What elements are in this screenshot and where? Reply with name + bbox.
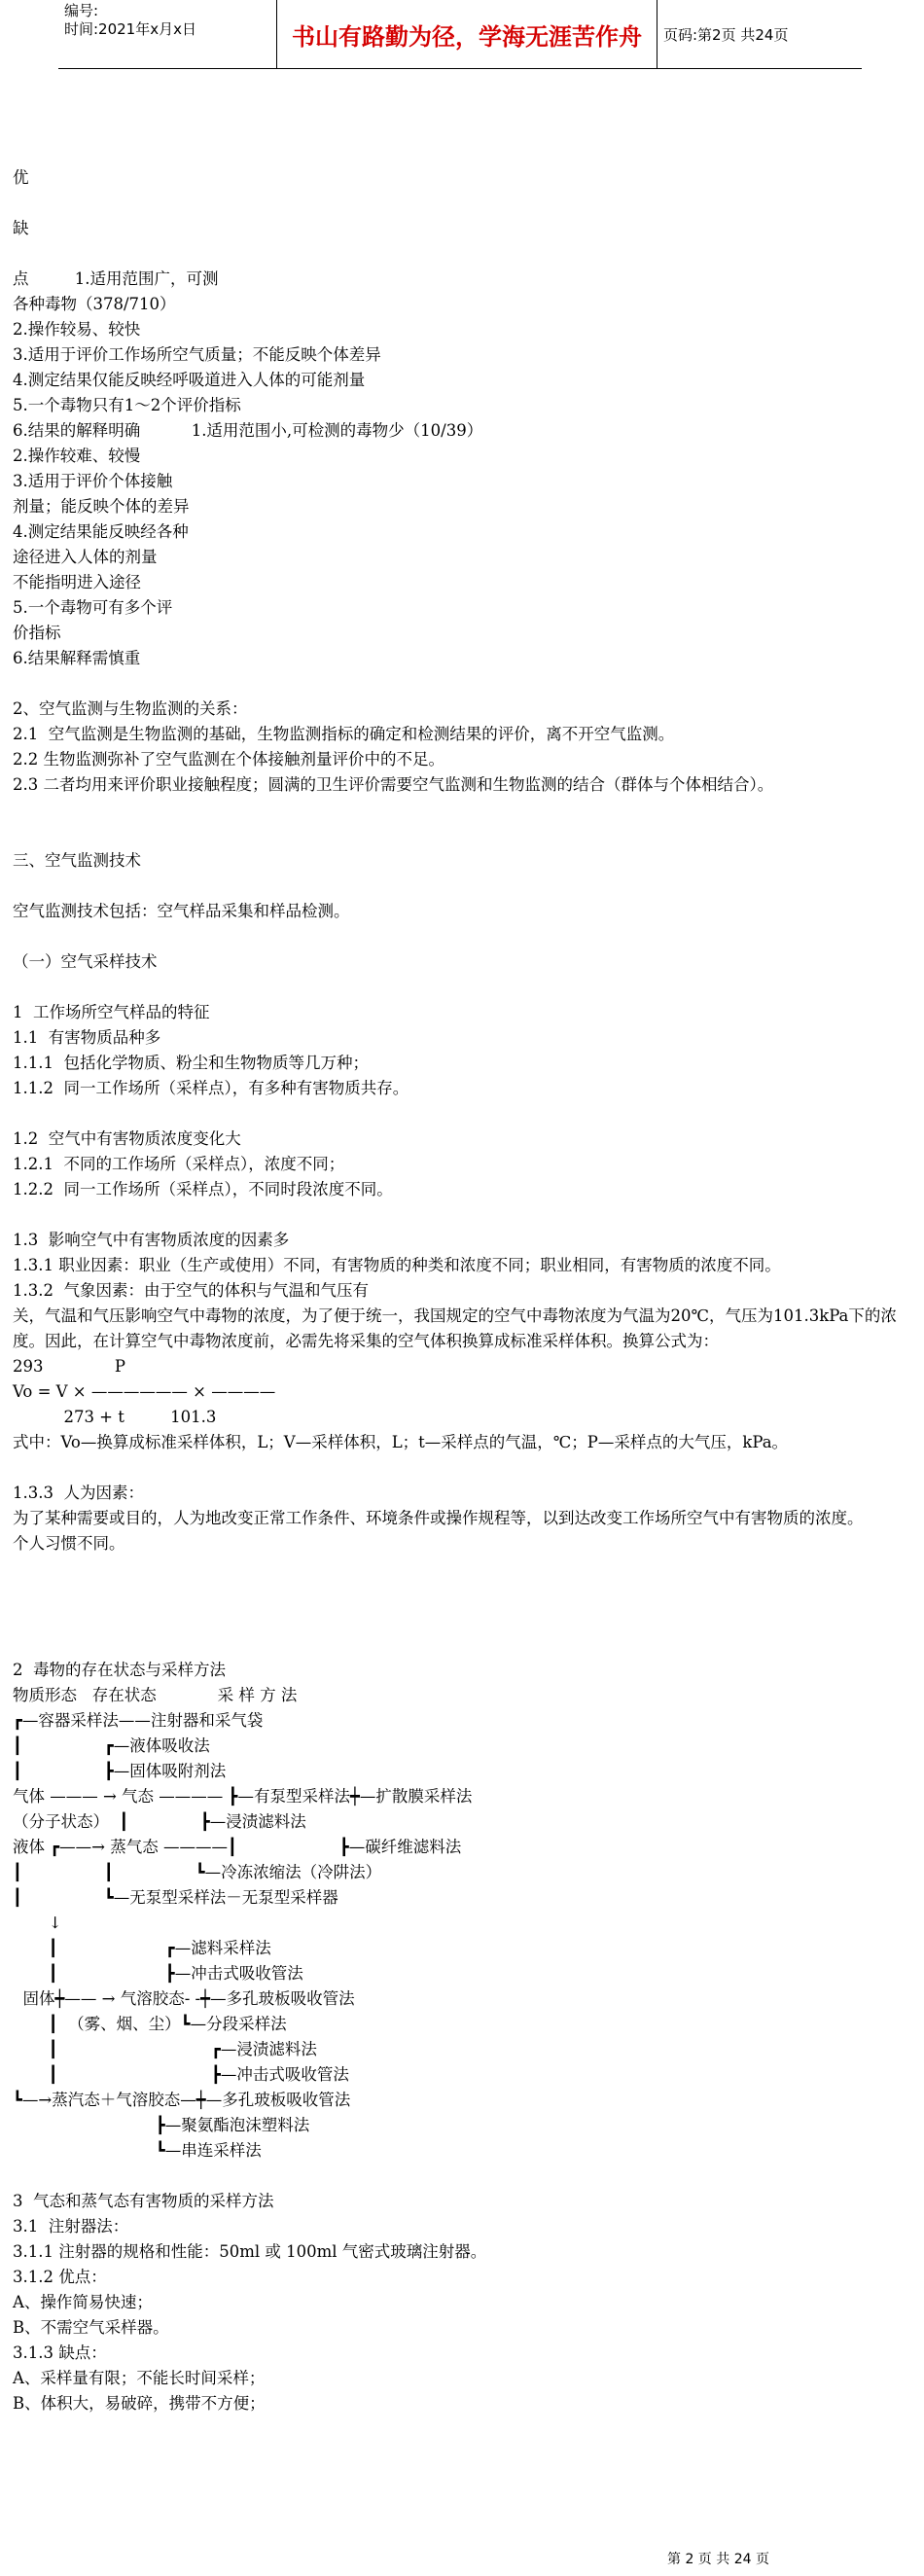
item-1-1-1: 1.1.1 包括化学物质、粉尘和生物物质等几万种； [13,1054,369,1072]
pros-cons-line: 2.操作较易、较快 [13,320,141,339]
pros-cons-line: 优 [13,168,29,187]
diagram-line: ┗—→蒸汽态＋气溶胶态—┿—多孔玻板吸收管法 [13,2091,351,2109]
item-1-2-2: 1.2.2 同一工作场所（采样点），不同时段浓度不同。 [13,1180,393,1199]
diagram-line: ┃ ┏—液体吸收法 [13,1736,210,1755]
section-line: A、采样量有限；不能长时间采样； [13,2369,266,2387]
pros-cons-line: 剂量；能反映个体的差异 [13,497,190,516]
pros-cons-block [13,165,907,671]
relation-p1: 2.1 空气监测是生物监测的基础，生物监测指标的确定和检测结果的评价，离不开空气监测。 [13,725,675,743]
pros-cons-line [13,191,907,216]
relation-title: 2、空气监测与生物监测的关系： [13,699,248,718]
state-sampling-diagram [13,1658,907,2164]
item-1-3-3-body: 为了某种需要或目的，人为地改变正常工作条件、环境条件或操作规程等，以到达改变工作场所空气中有害物质的浓度。 [13,1509,864,1527]
diagram-line: ┃ ┏—浸渍滤料法 [13,2040,317,2058]
diagram-line: ┃ ┣—冲击式吸收管法 [13,2065,349,2084]
header-meta [58,0,277,68]
pros-cons-line: 点 1.适用范围广，可测 [13,269,219,288]
formula-line-3: 273 + t 101.3 [13,1408,217,1426]
item-1-3-2: 1.3.2 气象因素：由于空气的体积与气温和气压有 [13,1281,369,1300]
section-3-3-block [13,2189,907,2416]
page-header [58,0,862,69]
pros-cons-line: 6.结果的解释明确 1.适用范围小,可检测的毒物少（10/39） [13,421,483,440]
section-line: A、操作简易快速； [13,2293,153,2311]
diagram-line: ↓ [13,1914,62,1932]
pros-cons-line: 5.一个毒物只有1～2个评价指标 [13,396,241,414]
pros-cons-line: 途径进入人体的剂量 [13,548,158,566]
header-number-label: 编号: [64,2,99,19]
pros-cons-line: 6.结果解释需慎重 [13,649,141,667]
header-time-label: 时间:2021年x月x日 [64,20,196,38]
item-1-1-2: 1.1.2 同一工作场所（采样点），有多种有害物质共存。 [13,1079,409,1097]
diagram-line: ┃ ┗—无泵型采样法－无泵型采样器 [13,1888,338,1907]
diagram-line: ┃ （雾、烟、尘）┗—分段采样法 [13,2015,287,2033]
diagram-line: ┃ ┃ ┗—冷冻浓缩法（冷阱法） [13,1863,382,1881]
diagram-line: ┃ ┣—冲击式吸收管法 [13,1964,303,1983]
pros-cons-line [13,241,907,267]
section-line: 3.1.1 注射器的规格和性能：50ml 或 100ml 气密式玻璃注射器。 [13,2242,487,2261]
section3-intro: 空气监测技术包括：空气样品采集和样品检测。 [13,902,350,920]
pros-cons-line: 价指标 [13,624,61,642]
section-line: B、体积大，易破碎，携带不方便； [13,2394,266,2413]
relation-p2: 2.2 生物监测弥补了空气监测在个体接触剂量评价中的不足。 [13,750,444,769]
diagram-line: 固体┿—— → 气溶胶态- -┿—多孔玻板吸收管法 [13,1989,355,2008]
diagram-line: 气体 ——— → 气态 ———— ┣—有泵型采样法┿—扩散膜采样法 [13,1787,473,1806]
diagram-line: （分子状态） ┃ ┣—浸渍滤料法 [13,1812,306,1831]
heading-1-3: 1.3 影响空气中有害物质浓度的因素多 [13,1231,290,1249]
heading-1-2: 1.2 空气中有害物质浓度变化大 [13,1129,241,1148]
section3-title: 三、空气监测技术 [13,851,141,870]
pros-cons-line: 3.适用于评价工作场所空气质量；不能反映个体差异 [13,345,381,364]
diagram-line: 物质形态 存在状态 采 样 方 法 [13,1686,298,1704]
section-line: 3.1 注射器法： [13,2217,129,2236]
pros-cons-line: 各种毒物（378/710） [13,295,176,313]
pros-cons-line: 4.测定结果仅能反映经呼吸道进入人体的可能剂量 [13,371,366,389]
item-1-2-1: 1.2.1 不同的工作场所（采样点），浓度不同； [13,1155,345,1173]
diagram-line: 2 毒物的存在状态与采样方法 [13,1661,226,1679]
item-1-3-1: 1.3.1 职业因素：职业（生产或使用）不同，有害物质的种类和浓度不同；职业相同，有害物质的浓度不同。 [13,1256,781,1274]
heading-1: 1 工作场所空气样品的特征 [13,1003,210,1021]
pros-cons-line: 2.操作较难、较慢 [13,447,141,465]
item-1-3-2-body: 关，气温和气压影响空气中毒物的浓度，为了便于统一，我国规定的空气中毒物浓度为气温为20℃，气压为101.3kPa下的浓度。因此，在计算空气中毒物浓度前，必需先将采集的空气体积换算成标准采样体积。换算公式为： [13,1306,897,1350]
diagram-line: ┗—串连采样法 [13,2141,262,2160]
formula-line-2: Vo = V × —————— × ———— [13,1382,276,1401]
pros-cons-line: 5.一个毒物可有多个评 [13,598,173,617]
diagram-line: ┏—容器采样法——注射器和采气袋 [13,1711,264,1730]
section3-sub1: （一）空气采样技术 [13,952,158,971]
pros-cons-line: 缺 [13,219,29,237]
pros-cons-line: 4.测定结果能反映经各种 [13,522,189,541]
diagram-line: ┣—聚氨酯泡沫塑料法 [13,2116,310,2134]
section-line: B、不需空气采样器。 [13,2318,169,2337]
item-1-3-3: 1.3.3 人为因素： [13,1484,144,1502]
pros-cons-line: 3.适用于评价个体接触 [13,472,173,490]
heading-1-1: 1.1 有害物质品种多 [13,1028,161,1047]
header-motto: 书山有路勤为径，学海无涯苦作舟 [277,0,657,68]
diagram-line: ┃ ┣—固体吸附剂法 [13,1762,227,1780]
pros-cons-line: 不能指明进入途径 [13,573,141,591]
page-footer: 第 2 页 共 24 页 [667,2552,769,2567]
section-line: 3.1.2 优点： [13,2268,107,2286]
diagram-line: ┃ ┏—滤料采样法 [13,1939,271,1957]
relation-p3: 2.3 二者均用来评价职业接触程度；圆满的卫生评价需要空气监测和生物监测的结合（群体与个体相结合）。 [13,775,774,794]
formula-legend: 式中：Vo—换算成标准采样体积，L；V—采样体积，L；t—采样点的气温，℃；P—采样点的大气压，kPa。 [13,1433,789,1451]
section-line: 3.1.3 缺点： [13,2343,107,2362]
document-body [13,165,907,2416]
diagram-line: 液体 ┏——→ 蒸气态 ————┃ ┣—碳纤维滤料法 [13,1838,462,1856]
section-line: 3 气态和蒸气态有害物质的采样方法 [13,2192,274,2210]
formula-line-1: 293 P [13,1357,126,1376]
item-1-3-3-extra: 个人习惯不同。 [13,1534,125,1553]
header-page-label: 页码:第2页 共24页 [663,25,789,44]
